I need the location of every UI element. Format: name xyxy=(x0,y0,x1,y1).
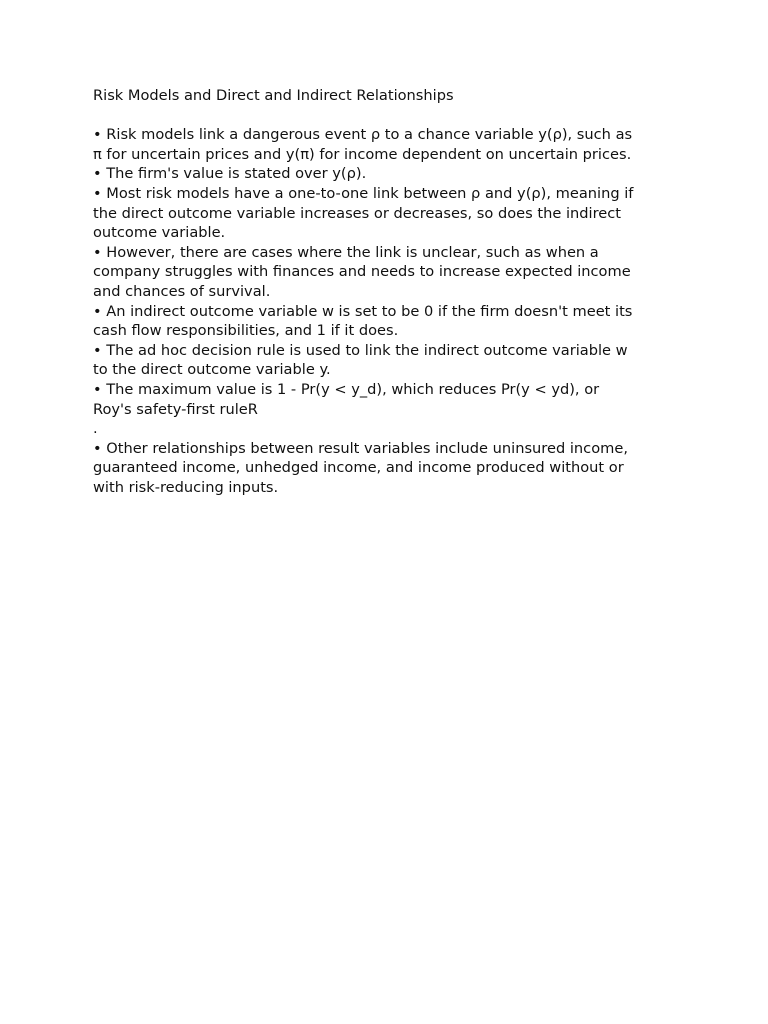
text-line: the direct outcome variable increases or decreases, so does the indirect xyxy=(93,204,621,222)
text-line: • Risk models link a dangerous event ρ to a chance variable y(ρ), such as xyxy=(93,126,633,144)
text-line: • Other relationships between result variables include uninsured income, xyxy=(93,439,628,457)
text-line: . xyxy=(93,420,98,438)
text-line: π for uncertain prices and y(π) for income dependent on uncertain prices. xyxy=(93,145,632,163)
document-body xyxy=(93,125,683,497)
text-line: and chances of survival. xyxy=(93,282,271,300)
text-line: company struggles with finances and needs to increase expected income xyxy=(93,263,631,281)
text-line: • The maximum value is 1 - Pr(y < y_d), which reduces Pr(y < yd), or xyxy=(93,380,600,398)
text-line: guaranteed income, unhedged income, and income produced without or xyxy=(93,459,624,477)
document-title: Risk Models and Direct and Indirect Relationships xyxy=(93,87,454,104)
text-line: • An indirect outcome variable w is set to be 0 if the firm doesn't meet its xyxy=(93,302,633,320)
blank-line xyxy=(93,106,683,126)
text-line: • The ad hoc decision rule is used to link the indirect outcome variable w xyxy=(93,341,628,359)
text-line: Roy's safety-first ruleR xyxy=(93,400,258,418)
text-line: • However, there are cases where the link is unclear, such as when a xyxy=(93,243,599,261)
text-line: with risk-reducing inputs. xyxy=(93,478,279,496)
text-line: outcome variable. xyxy=(93,224,226,242)
text-line: cash flow responsibilities, and 1 if it does. xyxy=(93,322,399,340)
text-line: • The firm's value is stated over y(ρ). xyxy=(93,165,367,183)
document-page xyxy=(93,86,683,497)
text-line: • Most risk models have a one-to-one link between ρ and y(ρ), meaning if xyxy=(93,184,634,202)
text-line: to the direct outcome variable y. xyxy=(93,361,331,379)
